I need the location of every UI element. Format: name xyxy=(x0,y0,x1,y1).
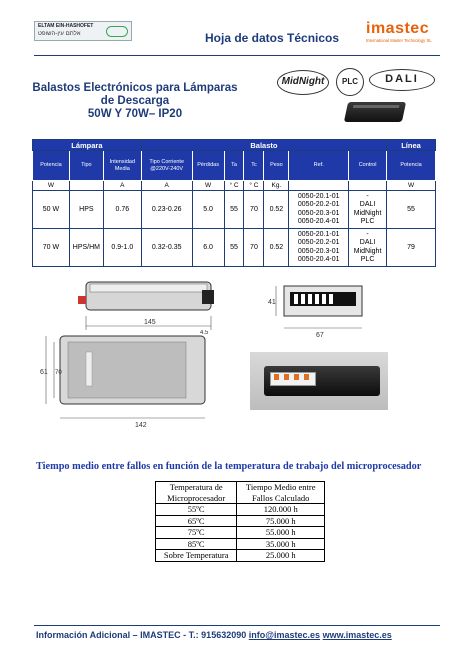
control-item: MidNight xyxy=(353,209,382,217)
cell-refs xyxy=(289,229,349,267)
cell-tipo: HPS xyxy=(69,191,103,229)
mtbf-section-title: Tiempo medio entre fallos en función de la temperatura de trabajo del microprocesador xyxy=(36,461,422,472)
cell-refs xyxy=(289,191,349,229)
ref-item: 0050-20.2-01 xyxy=(297,201,340,208)
mtbf-time: 35.000 h xyxy=(237,538,325,550)
cell-potencia: 70 W xyxy=(33,229,70,267)
footer-text: Información Adicional – IMASTEC - T.: 915632090 xyxy=(36,630,247,640)
unit-cell: W xyxy=(387,181,436,191)
cell-intensidad: 0.76 xyxy=(103,191,141,229)
footer-divider xyxy=(34,625,440,626)
cell-tc: 70 xyxy=(244,191,264,229)
mtbf-table xyxy=(155,481,325,562)
mtbf-header-row xyxy=(156,482,325,504)
cell-corriente: 0.23-0.26 xyxy=(141,191,192,229)
mtbf-temp: 85ºC xyxy=(156,538,237,550)
table-row xyxy=(156,527,325,539)
dim-label: 41 xyxy=(268,299,276,306)
ref-item: 0050-20.1-01 xyxy=(297,192,340,200)
drawing-side-view xyxy=(40,330,210,430)
mtbf-time: 120.000 h xyxy=(237,504,325,516)
control-item: - xyxy=(366,192,369,200)
dim-label: 145 xyxy=(144,319,156,326)
ref-item: 0050-20.4-01 xyxy=(297,218,340,225)
product-title-line2: de Descarga xyxy=(100,95,170,107)
header-divider xyxy=(34,55,440,56)
eltam-logo xyxy=(34,21,132,41)
mtbf-temp: 75ºC xyxy=(156,527,237,539)
table-row xyxy=(156,538,325,550)
group-linea: Línea xyxy=(387,140,436,151)
dim-label: 4.5 xyxy=(200,330,209,336)
ref-item: 0050-20.4-01 xyxy=(297,256,340,263)
mtbf-header-temp xyxy=(156,482,237,504)
terminal-pin xyxy=(274,374,279,380)
cell-tipo: HPS/HM xyxy=(69,229,103,267)
table-row xyxy=(33,191,436,229)
group-lampara: Lámpara xyxy=(33,140,142,151)
ref-item: 0050-20.1-01 xyxy=(297,230,340,238)
unit-cell xyxy=(349,181,387,191)
control-item: PLC xyxy=(360,256,375,263)
midnight-logo: MidNight xyxy=(277,70,329,95)
control-item: MidNight xyxy=(353,247,382,255)
mtbf-time: 55.000 h xyxy=(237,527,325,539)
mtbf-temp: 55ºC xyxy=(156,504,237,516)
group-balasto: Balasto xyxy=(141,140,386,151)
cell-peso: 0.52 xyxy=(264,229,289,267)
units-row xyxy=(33,181,436,191)
unit-cell: ° C xyxy=(244,181,264,191)
unit-cell: ° C xyxy=(224,181,244,191)
dim-label: 61 xyxy=(40,369,48,376)
cell-tc: 70 xyxy=(244,229,264,267)
unit-cell: W xyxy=(33,181,70,191)
table-row xyxy=(156,504,325,516)
footer xyxy=(36,630,392,640)
control-item: PLC xyxy=(360,218,375,225)
eltam-logo-hebrew: אלתם עין-השופט xyxy=(38,31,81,37)
col-perdidas: Pérdidas xyxy=(192,151,224,181)
cell-potencia: 50 W xyxy=(33,191,70,229)
cell-linea: 79 xyxy=(387,229,436,267)
dim-label: 70 xyxy=(55,370,62,376)
col-potencia-linea: Potencia xyxy=(387,151,436,181)
col-peso: Peso xyxy=(264,151,289,181)
unit-cell: W xyxy=(192,181,224,191)
ballast-photo xyxy=(250,352,388,410)
cell-intensidad: 0.9-1.0 xyxy=(103,229,141,267)
col-intensidad: Intensidad Media xyxy=(103,151,141,181)
table-row xyxy=(33,229,436,267)
mtbf-time: 75.000 h xyxy=(237,515,325,527)
product-title-line1: Balastos Electrónicos para Lámparas xyxy=(32,82,238,94)
mtbf-temp: 65ºC xyxy=(156,515,237,527)
col-potencia: Potencia xyxy=(33,151,70,181)
table-row xyxy=(156,515,325,527)
mtbf-header-time xyxy=(237,482,325,504)
unit-cell xyxy=(69,181,103,191)
col-ta: Ta xyxy=(224,151,244,181)
email-link[interactable]: info@imastec.es xyxy=(248,630,321,640)
ref-item: 0050-20.3-01 xyxy=(297,247,340,255)
cell-perdidas: 6.0 xyxy=(192,229,224,267)
control-item: - xyxy=(366,230,369,238)
cell-linea: 55 xyxy=(387,191,436,229)
cell-ta: 55 xyxy=(224,229,244,267)
table-row xyxy=(156,550,325,562)
dim-label: 142 xyxy=(135,422,147,429)
eltam-logo-icon xyxy=(106,26,128,37)
unit-cell xyxy=(289,181,349,191)
terminal-pin xyxy=(304,374,309,380)
imastec-logo: imastec xyxy=(366,20,430,37)
website-link[interactable]: www.imastec.es xyxy=(322,630,392,640)
page-header xyxy=(0,0,474,58)
product-title xyxy=(30,82,240,121)
ref-item: 0050-20.2-01 xyxy=(297,239,340,246)
dali-logo: DALI xyxy=(369,69,435,91)
control-item: DALI xyxy=(359,239,376,246)
col-tc: Tc xyxy=(244,151,264,181)
ref-item: 0050-20.3-01 xyxy=(297,209,340,217)
cell-corriente: 0.32-0.35 xyxy=(141,229,192,267)
cell-control xyxy=(349,229,387,267)
cell-perdidas: 5.0 xyxy=(192,191,224,229)
mtbf-header-time-l1: Tiempo Medio entre xyxy=(245,482,316,492)
eltam-logo-text: ELTAM EIN-HASHOFET xyxy=(38,23,94,29)
col-tipo: Tipo xyxy=(69,151,103,181)
cell-ta: 55 xyxy=(224,191,244,229)
drawing-end-view xyxy=(268,282,368,340)
dim-label: 67 xyxy=(316,332,324,339)
unit-cell: A xyxy=(141,181,192,191)
col-ref: Ref. xyxy=(289,151,349,181)
mtbf-time: 25.000 h xyxy=(237,550,325,562)
plc-logo: PLC xyxy=(336,68,364,96)
mtbf-temp: Sobre Temperatura xyxy=(156,550,237,562)
unit-cell: A xyxy=(103,181,141,191)
cell-peso: 0.52 xyxy=(264,191,289,229)
ballast-product-image xyxy=(344,102,406,122)
cell-control xyxy=(349,191,387,229)
terminal-pin xyxy=(294,374,299,380)
mtbf-header-temp-l1: Temperatura de xyxy=(169,482,223,492)
unit-cell: Kg. xyxy=(264,181,289,191)
control-item: DALI xyxy=(359,201,376,208)
mtbf-header-temp-l2: Microprocesador xyxy=(167,492,226,503)
page-title: Hoja de datos Técnicos xyxy=(205,31,340,45)
terminal-pin xyxy=(284,374,289,380)
mtbf-header-time-l2: Fallos Calculado xyxy=(252,492,310,503)
col-tipo-corriente: Tipo Corriente @220V-240V xyxy=(141,151,192,181)
imastec-tagline: International Master Technology SL xyxy=(366,38,432,43)
spec-table xyxy=(32,139,436,267)
col-control: Control xyxy=(349,151,387,181)
product-title-line3: 50W Y 70W– IP20 xyxy=(87,108,183,120)
